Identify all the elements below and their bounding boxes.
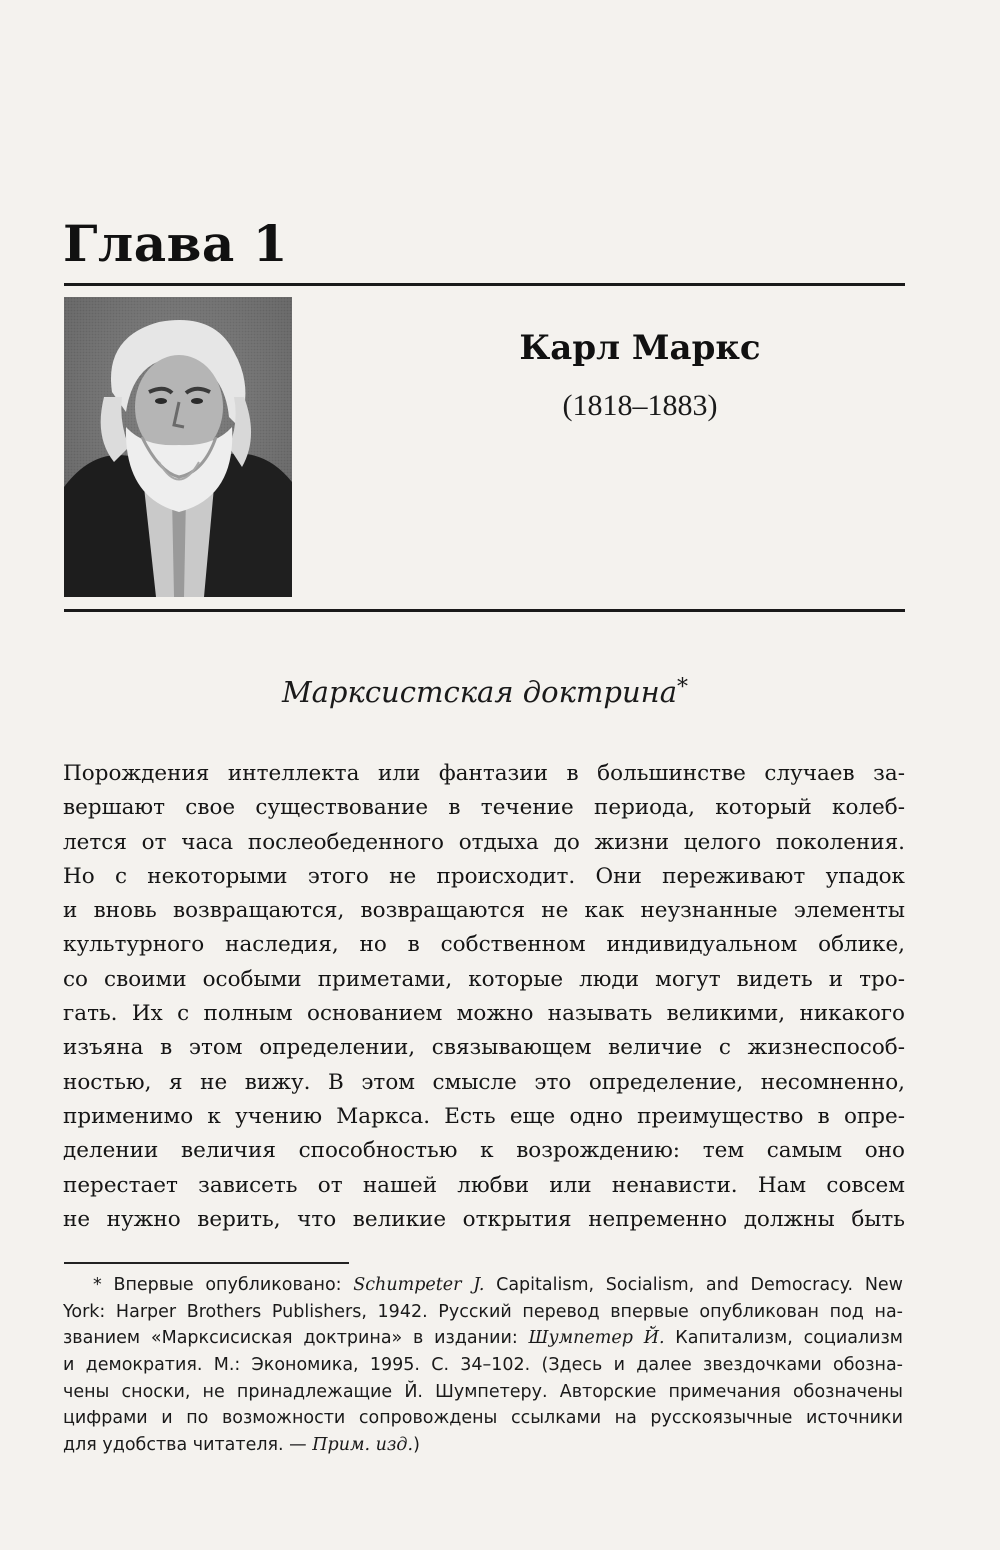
body-line: не нужно верить, что великие открытия непременно должны быть (63, 1206, 905, 1232)
footnote-line: York: Harper Brothers Publishers, 1942. Русский перевод впервые опубликован под на- (63, 1301, 903, 1322)
person-name: Карл Маркс (519, 328, 761, 368)
footnote-divider (64, 1262, 349, 1264)
footnote (63, 1272, 903, 1459)
body-paragraph (63, 757, 905, 1237)
body-line: ностью, я не вижу. В этом смысле это определение, несомненно, (63, 1069, 905, 1095)
footnote-text: для удобства читателя. — (63, 1435, 313, 1456)
body-line: Но с некоторыми этого не происходит. Они переживают упадок (63, 863, 905, 889)
footnote-author: Schumpeter J. (353, 1275, 485, 1295)
body-line: лется от часа послеобеденного отдыха до жизни целого поколения. (63, 829, 905, 855)
portrait-photo-icon (64, 297, 292, 597)
footnote-text: званием «Марксисиская доктрина» в издании: (63, 1328, 529, 1349)
footnote-author: Шумпетер Й. (528, 1328, 665, 1349)
footnote-mark[interactable]: * (677, 675, 689, 700)
footnote-text: Капитализм, социализм (664, 1328, 903, 1349)
header-rule-bottom (64, 609, 905, 612)
footnote-text: Capitalism, Socialism, and Democracy. New (484, 1275, 903, 1295)
section-title-text: Марксистская доктрина (281, 675, 678, 709)
footnote-text: * Впервые опубликовано: (93, 1275, 354, 1295)
footnote-line: чены сноски, не принадлежащие Й. Шумпетеру. Авторские примечания обозначены (63, 1381, 903, 1402)
body-line: вершают свое существование в течение периода, который колеб- (63, 795, 905, 821)
body-line: применимо к учению Маркса. Есть еще одно преимущество в опре- (63, 1103, 905, 1129)
body-line: Порождения интеллекта или фантазии в большинстве случаев за- (63, 761, 905, 786)
footnote-line (63, 1272, 903, 1299)
footnote-line (63, 1325, 903, 1352)
chapter-title: Глава 1 (63, 214, 289, 273)
body-line: и вновь возвращаются, возвращаются не как неузнанные элементы (63, 898, 905, 924)
body-line: культурного наследия, но в собственном индивидуальном облике, (63, 932, 905, 958)
body-line: со своими особыми приметами, которые люди могут видеть и тро- (63, 966, 905, 992)
section-title (0, 668, 970, 712)
footnote-line: цифрами и по возможности сопровождены ссылками на русскоязычные источники (63, 1408, 903, 1429)
body-line: изъяна в этом определении, связывающем величие с жизнеспособ- (63, 1035, 905, 1061)
header-rule-top (64, 283, 905, 286)
person-block (380, 326, 900, 424)
body-line: делении величия способностью к возрождению: тем самым оно (63, 1138, 905, 1164)
footnote-text: ) (413, 1435, 420, 1456)
person-dates: (1818–1883) (562, 389, 718, 422)
footnote-note: Прим. изд. (312, 1435, 414, 1456)
footnote-line: и демократия. М.: Экономика, 1995. С. 34–102. (Здесь и далее звездочками обозна- (63, 1355, 903, 1376)
body-line: перестает зависеть от нашей любви или ненависти. Нам совсем (63, 1172, 905, 1198)
footnote-line (63, 1432, 903, 1459)
body-line: гать. Их с полным основанием можно называть великими, никакого (63, 1001, 905, 1027)
